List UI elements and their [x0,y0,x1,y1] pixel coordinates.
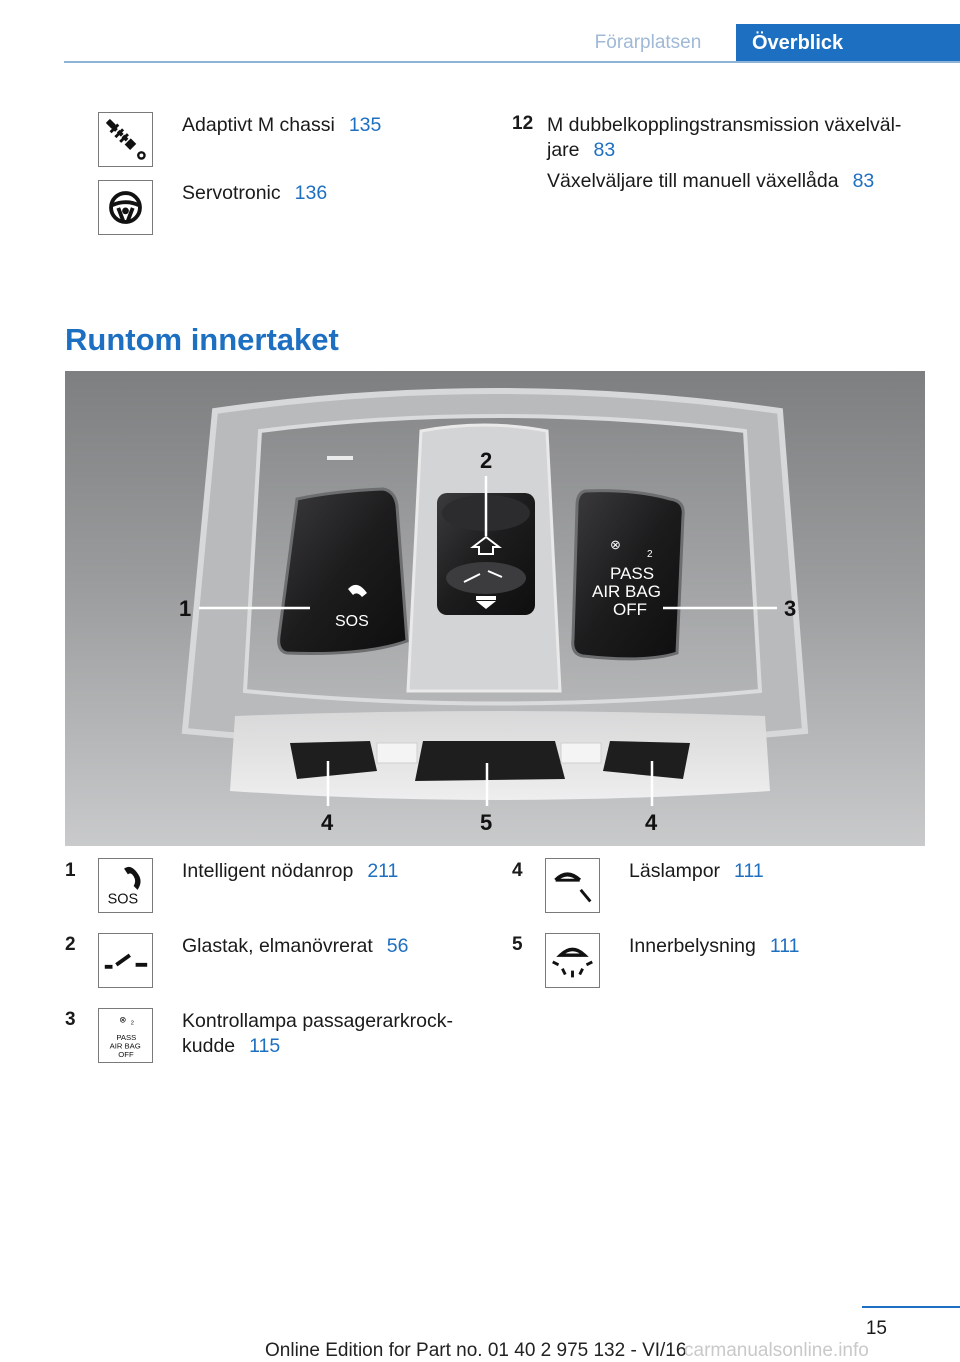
page-link[interactable]: 83 [593,139,616,161]
overhead-console-photo [65,371,925,846]
item-manual-selector: Växelväljare till manuell växellåda 83 [547,170,875,192]
item-dct-selector: M dubbelkopplingstransmission växelväl- jare 83 [547,114,902,161]
header-chapter-tab[interactable]: Överblick [736,24,960,63]
svg-text:PASS: PASS [610,564,655,583]
steering-wheel-icon [98,180,153,235]
item-number: 12 [512,113,534,134]
item-servotronic: Servotronic 136 [182,182,328,204]
callout-3: 3 [784,596,797,621]
legend-item-glass-roof: Glastak, elmanövrerat 56 [182,935,409,957]
callout-4-right: 4 [645,810,658,835]
section-title: Runtom innertaket [65,322,339,357]
interior-light-icon [545,933,600,988]
svg-text:AIR BAG: AIR BAG [109,1041,141,1051]
page-number: 15 [865,1318,887,1339]
legend-number: 2 [65,934,76,955]
page-link[interactable]: 135 [348,114,382,136]
sos-phone-icon [98,858,153,913]
legend-number: 1 [65,860,76,881]
shock-absorber-icon [98,112,153,167]
legend-number: 3 [65,1009,76,1030]
page-link[interactable]: 211 [367,860,399,882]
header-rule [64,61,960,63]
reading-lamp-icon [545,858,600,913]
svg-text:2: 2 [130,1020,135,1027]
page-link[interactable]: 56 [386,935,409,957]
glass-roof-icon [98,933,153,988]
page-link[interactable]: 83 [852,170,875,192]
legend-item-reading-lamps: Läslampor 111 [629,860,764,882]
header-section-tab[interactable]: Förarplatsen [594,31,702,53]
callout-2: 2 [480,448,493,473]
passenger-airbag-off-icon [98,1008,153,1063]
legend-item-interior-light: Innerbelysning 111 [629,935,800,957]
svg-text:SOS: SOS [107,891,139,908]
footer-rule [862,1306,960,1308]
page-link[interactable]: 115 [249,1035,281,1057]
page-link[interactable]: 111 [734,860,764,882]
svg-text:2: 2 [647,549,653,560]
svg-text:OFF: OFF [118,1050,134,1060]
svg-text:⊗: ⊗ [610,537,621,552]
legend-number: 4 [512,860,523,881]
legend-number: 5 [512,934,523,955]
callout-4-left: 4 [321,810,334,835]
page-link[interactable]: 136 [294,182,328,204]
svg-text:AIR BAG: AIR BAG [592,582,661,601]
callout-1: 1 [179,596,192,621]
footer-edition: Online Edition for Part no. 01 40 2 975 132 - VI/16 [265,1340,687,1361]
item-adaptive-chassis: Adaptivt M chassi 135 [182,114,382,136]
legend-item-airbag-indicator: Kontrollampa passagerarkrock- kudde 115 [182,1010,453,1057]
legend-item-emergency-call: Intelligent nödanrop 211 [182,860,399,882]
svg-text:⊗: ⊗ [119,1014,127,1025]
svg-text:OFF: OFF [613,600,647,619]
watermark: carmanualsonline.info [684,1340,869,1361]
callout-5: 5 [480,810,493,835]
svg-text:PASS: PASS [116,1032,137,1042]
page-link[interactable]: 111 [769,935,800,957]
svg-text:SOS: SOS [335,613,369,630]
